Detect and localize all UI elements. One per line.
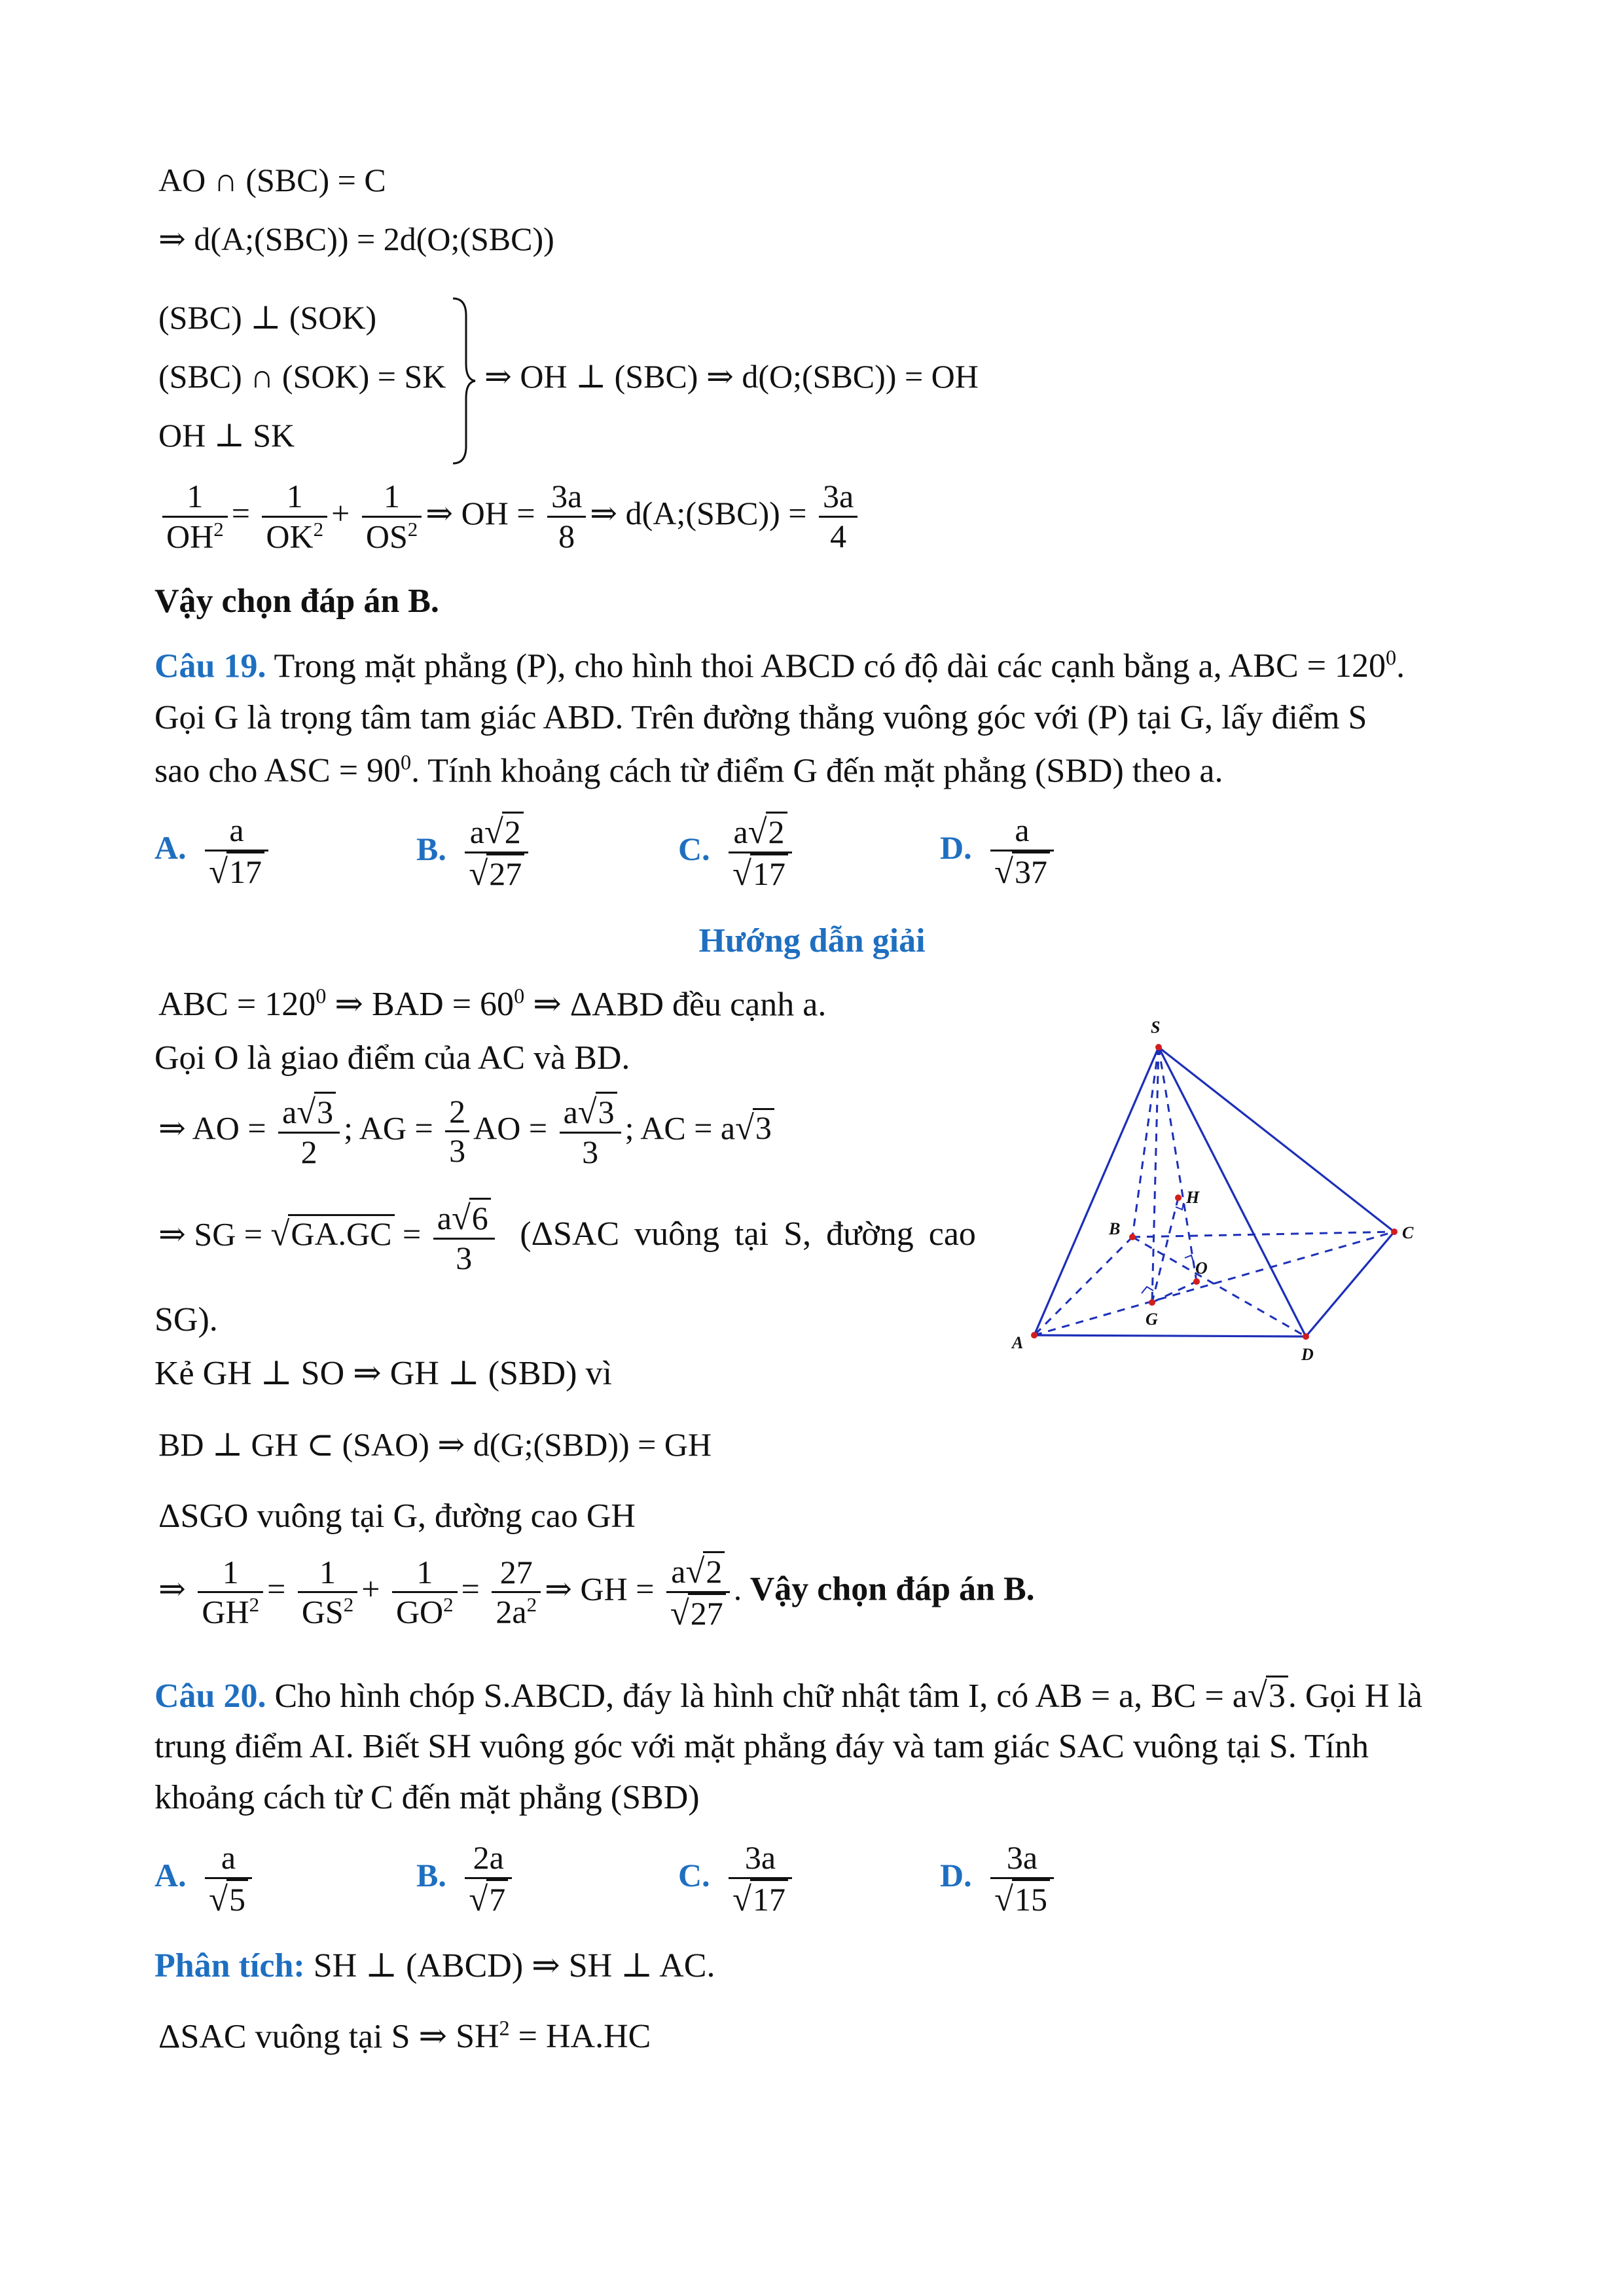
q19-step-8: ⇒ $\frac{1}{GH^2}$ = $\frac{1}{GS^2}$ + $\frac{1}{GO^2}$ = $\frac{27}{2a^2}$ ⇒ GH = $\frac{a√2}{√27}$ . Vậy chọn đáp án B.: [158, 1552, 1035, 1633]
fraction: $\frac{a√2}{√27}$: [465, 812, 528, 894]
option-label: C.: [678, 831, 710, 868]
q19-step-2: [154, 1039, 630, 1077]
label-s: S: [1151, 1018, 1161, 1037]
q19-step-4: ⇒ SG = √GA.GC = $\frac{a√6}{3}$ (ΔSAC vuông tại S, đường cao: [158, 1199, 976, 1277]
q19-text: . Tính khoảng cách từ điểm G đến mặt phẳng (SBD) theo a.: [411, 752, 1223, 790]
system-line-1: [158, 300, 376, 336]
q19-step-1: [158, 985, 826, 1024]
eq-distance-ratio: [158, 221, 554, 257]
option-label: C.: [678, 1857, 710, 1894]
conclusion-prev: [154, 583, 439, 620]
q20-line-2: [154, 1728, 1369, 1765]
fraction: $\frac{3a}{√17}$: [729, 1839, 792, 1919]
fraction: $\frac{2a}{√7}$: [465, 1839, 512, 1919]
step-text: ΔSGO vuông tại G, đường cao GH: [158, 1498, 636, 1535]
label-g: G: [1146, 1310, 1158, 1329]
q19-step-6: BD ⊥ GH ⊂ (SAO) ⇒ d(G;(SBD)) = GH: [158, 1426, 712, 1463]
label-h: H: [1186, 1188, 1200, 1207]
pyramid-figure: [1001, 1014, 1447, 1368]
fraction: $\frac{a√6}{3}$: [433, 1198, 495, 1278]
fraction: $\frac{3a}{√15}$: [990, 1839, 1054, 1919]
eq-text: AO ∩ (SBC) = C: [158, 162, 386, 198]
q20-step-1: [158, 2017, 651, 2056]
option-label: B.: [416, 1857, 446, 1894]
q19-text: Gọi G là trọng tâm tam giác ABD. Trên đường thẳng vuông góc với (P) tại G, lấy điểm S: [154, 699, 1367, 736]
step-text: (ΔSAC vuông tại S, đường cao: [520, 1215, 976, 1253]
q20-option-a[interactable]: [154, 1839, 256, 1919]
fraction: $\frac{a√2}{√27}$: [666, 1551, 730, 1634]
q20-label: Câu 20.: [154, 1677, 266, 1715]
q19-label: Câu 19.: [154, 647, 266, 685]
q19-option-b[interactable]: [416, 812, 532, 894]
fraction: $\frac{1}{GH^2}$: [198, 1554, 263, 1632]
q19-step-3: ⇒ AO = $\frac{a√3}{2}$ ; AG = $\frac{2}{3}$ AO = $\frac{a√3}{3}$ ; AC = a√3: [158, 1092, 774, 1172]
fraction: $\frac{a}{√37}$: [990, 812, 1054, 891]
label-c: C: [1402, 1223, 1414, 1242]
system-result: [484, 359, 979, 395]
q19-line-1: Câu 19. Trong mặt phẳng (P), cho hình thoi ABCD có độ dài các cạnh bằng a, ABC = $120^0$.: [154, 646, 1405, 685]
step-text: SG).: [154, 1301, 218, 1338]
label-o: O: [1195, 1259, 1208, 1278]
fraction: $\frac{a}{√5}$: [205, 1839, 252, 1919]
option-label: B.: [416, 831, 446, 868]
fraction: $\frac{a√3}{3}$: [560, 1092, 621, 1172]
fraction: $\frac{3a}{4}$: [819, 478, 857, 555]
q20-option-b[interactable]: [416, 1839, 516, 1919]
eq-text: ⇒ d(A;(SBC)) = 2d(O;(SBC)): [158, 221, 554, 257]
math: ⇒ $SH^2 = HA.HC$: [418, 2017, 651, 2056]
q19-line-2: [154, 699, 1367, 736]
option-label: D.: [940, 1857, 972, 1894]
q19-step-7: [158, 1498, 636, 1535]
fraction: $\frac{3a}{8}$: [547, 478, 586, 555]
fraction: $\frac{27}{2a^2}$: [492, 1554, 541, 1632]
q20-text: trung điểm AI. Biết SH vuông góc với mặt phẳng đáy và tam giác SAC vuông tại S. Tính: [154, 1728, 1369, 1765]
math-asc: ASC = $90^0$: [264, 751, 412, 790]
conclusion-text: Vậy chọn đáp án B.: [749, 1570, 1035, 1608]
eq-text: ⇒ OH ⊥ (SBC) ⇒ d(O;(SBC)) = OH: [484, 358, 979, 395]
q19-option-c[interactable]: [678, 812, 796, 894]
math: AB = a, BC = a√3: [1035, 1677, 1288, 1715]
q19-step-5: [154, 1355, 612, 1392]
step-text: vì: [585, 1355, 612, 1392]
eq-text: (SBC) ∩ (SOK) = SK: [158, 358, 446, 395]
math: SH ⊥ (ABCD) ⇒ SH ⊥ AC: [313, 1947, 707, 1984]
q20-line-3: [154, 1779, 700, 1816]
eq-text: (SBC) ⊥ (SOK): [158, 299, 377, 336]
system-line-3: [158, 418, 295, 454]
q20-text: khoảng cách từ C đến mặt phẳng (SBD): [154, 1779, 700, 1816]
guide-title: Hướng dẫn giải: [698, 922, 926, 960]
fraction: $\frac{a√3}{2}$: [278, 1092, 340, 1172]
fraction: $\frac{a√2}{√17}$: [729, 812, 792, 894]
option-label: A.: [154, 1857, 187, 1894]
fraction: $\frac{1}{GS^2}$: [298, 1554, 357, 1632]
q20-option-c[interactable]: [678, 1839, 796, 1919]
label-a: A: [1012, 1333, 1024, 1352]
q19-text: Trong mặt phẳng (P), cho hình thoi ABCD có độ dài các cạnh bằng a,: [274, 647, 1222, 685]
eq-ao-intersect: [158, 162, 386, 198]
q20-analysis: Phân tích: SH ⊥ (ABCD) ⇒ SH ⊥ AC.: [154, 1947, 715, 1984]
analysis-label: Phân tích:: [154, 1947, 305, 1984]
math: ABC = $120^0$ ⇒ BAD = $60^0$ ⇒: [158, 984, 562, 1024]
math-abc: ABC = $120^0$: [1228, 646, 1397, 685]
label-d: D: [1301, 1345, 1314, 1364]
step-text: ΔSAC vuông tại S: [158, 2018, 410, 2056]
eq-oh-formula: $\frac{1}{OH^2}$ = $\frac{1}{OK^2}$ + $\frac{1}{OS^2}$ ⇒ OH = $\frac{3a}{8}$ ⇒ d(A;(SBC)) = $\frac{3a}{4}$: [158, 478, 861, 556]
q19-text: sao cho: [154, 752, 258, 790]
step-text: ΔABD đều cạnh a.: [569, 986, 827, 1024]
fraction: $\frac{1}{OS^2}$: [362, 478, 422, 556]
q20-text: . Gọi H là: [1288, 1677, 1422, 1715]
q19-option-d[interactable]: [940, 812, 1058, 891]
right-brace-icon: [450, 296, 477, 466]
label-b: B: [1109, 1219, 1121, 1238]
step-text: Gọi O là giao điểm của AC và BD.: [154, 1039, 630, 1077]
system-line-2: [158, 359, 446, 395]
fraction: $\frac{1}{GO^2}$: [392, 1554, 458, 1632]
q20-text: Cho hình chóp S.ABCD, đáy là hình chữ nhật tâm I, có: [274, 1677, 1029, 1715]
fraction: $\frac{2}{3}$: [445, 1093, 469, 1170]
eq-text: OH ⊥ SK: [158, 417, 295, 454]
q20-line-1: [154, 1676, 1422, 1715]
fraction: $\frac{a}{√17}$: [205, 812, 268, 891]
option-label: A.: [154, 829, 187, 867]
q19-option-a[interactable]: [154, 812, 272, 891]
q19-step-4b: [154, 1301, 218, 1338]
q20-option-d[interactable]: [940, 1839, 1058, 1919]
option-label: D.: [940, 829, 972, 867]
conclusion-text: Vậy chọn đáp án B.: [154, 583, 439, 620]
q19-line-3: [154, 751, 1223, 790]
fraction: $\frac{1}{OH^2}$: [162, 478, 228, 556]
math: GH ⊥ SO ⇒ GH ⊥ (SBD): [202, 1355, 577, 1392]
step-text: Kẻ: [154, 1355, 194, 1392]
fraction: $\frac{1}{OK^2}$: [262, 478, 327, 556]
